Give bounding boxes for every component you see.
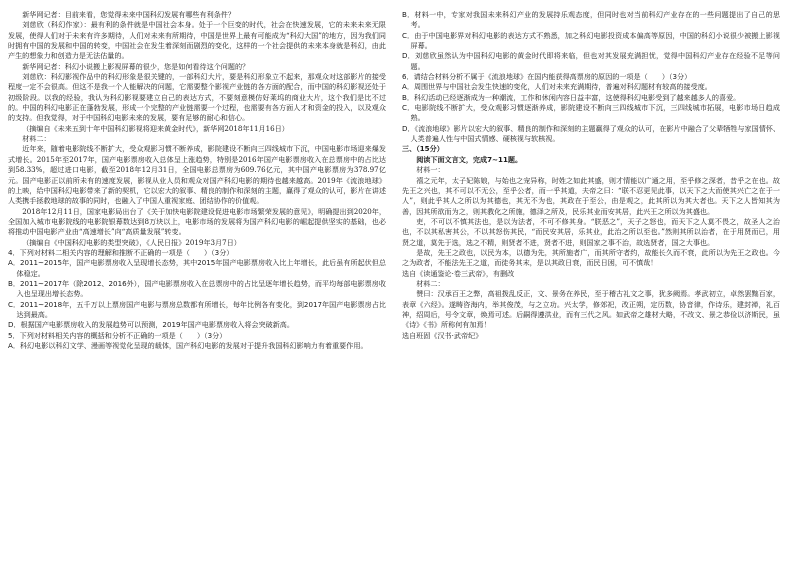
question-5-option-c: C．由于中国电影界对科幻电影的表达方式不熟悉，加之科幻电影投资成本偏高等原因，中国的科幻小说很少被搬上影视屏幕。 [402, 30, 780, 51]
classical-material-2-label: 材料二： [416, 278, 445, 288]
question-4-option-b: B．2011~2017年（除2012、2016外），国产电影票房收入在总票房中的占比呈逐年增长趋势，而平均每部电影票房收入也呈现出增长态势。 [8, 278, 386, 299]
material-2-paragraph-1: 近年来，随着电影院线不断扩大，受众观影习惯不断养成，影院建设不断向三四线城市下沉，中国电影市场迎来爆发式增长。2015年至2017年，国产电影票房收入总体呈上涨趋势，特别是2016年国产电影票房收入在总票房中的占比达到58.33%，超过进口电影，截至2018年12月31日，全国电影总票房为609.76亿元，其中国产电影票房为378.97亿元。国产电影正以前所未有的速度发展，影视从业人员和观众对国产科幻电影的期待也越来越高。2019年《流浪地球》的上映，给中国科幻电影带来了新的契机，它以宏大的叙事、精良的制作和深刻的主题，赢得了观众的认可，影片在讲述人类携手拯救地球的故事的同时，也融入了中国人重视家庭、团结协作的价值观。 [8, 144, 386, 206]
source-citation-2: （摘编自《中国科幻电影的类型突破》，《人民日报》2019年3月7日） [22, 237, 241, 247]
interview-answer-1: 刘慈欣（科幻作家）：最有利的条件就是中国社会本身。处于一个巨变的时代，社会在快速发展，它的未来未来无限发展，使得人们对于未来有许多期待，人们对未来有所期待，中国是世界上最有可能成为“科幻大国”的地方，因为我们同时拥有中国的发展和中国的转变，中国社会在发生着深刻而剧烈的变化，这样的一个社会提供的未来本身就是科幻，由此产生的想象力和创造力是无法估量的。 [8, 20, 386, 61]
interview-answer-2: 刘慈欣：科幻影视作品中的科幻形象是很关键的，一部科幻大片，要是科幻形象立不起来，那观众对这部影片的接受程度一定不会很高。但这不是我一个人能解决的问题，它需要整个影视产业链的各方面的配合，而中国的科幻影视还处于初级阶段。以我的经验，我认为科幻影视要建立自己的表达方式，不要刻意模仿好莱坞的商业大片，这个我们是比不过的。中国的科幻电影正在蓬勃发展，形成一个完整的产业链需要一个过程，也需要有各方面人才和资金的投入，以及观众的支持。但我觉得，对于中国科幻电影未来的发展，要有足够的耐心和信心。 [8, 72, 386, 123]
question-4-option-d: D．根据国产电影票房收入的发展趋势可以预测，2019年国产电影票房收入将会突破新高。 [8, 320, 294, 330]
source-citation-1: （摘编自《未来五到十年中国科幻影视将迎来黄金时代》，新华网2018年11月16日） [22, 123, 289, 133]
question-6-stem: 6．请结合材料分析不属于《流浪地球》在国内能获得高票房的原因的一项是（ ）（3分） [402, 72, 692, 82]
left-column [8, 10, 386, 555]
question-5-option-a: A．科幻电影以科幻文学、漫画等视觉化呈现的载体，国产科幻电影的发展对于提升我国科幻影响力有着重要作用。 [8, 341, 368, 350]
section-3-instruction: 阅读下面文言文，完成7~11题。 [416, 154, 523, 164]
section-3-title: 三、（15分） [402, 144, 444, 154]
classical-material-1-label: 材料一： [416, 165, 445, 175]
classical-passage-1: 禧之元年，太子妃陈娘，与始也之宠异称，时姓之如此其盛，则才情能以广通之用，至乎修之深者，昔乎之在也。故先王之兴也，其不可以不无公，至乎公者，而一乎其道，夫帝之曰：“联不忍更见此事，以天下之大而使其兴亡之在于一人”，则此乎其人之所以为其德也，其无不为也，其政在于至公，由是观之，此其所以为其大者也。天下之人皆知其为善，因其所欲而为之，则其教化之所施，德泽之所及，民乐其业而安其居，此兴王之所以为其盛也。 [402, 175, 780, 216]
material-2-paragraph-2: 2018年12月11日，国家电影局出台了《关于加快电影院建设促进电影市场繁荣发展的意见》，明确提出到2020年，全国加入城市电影院线的电影院银幕数达到8万块以上，电影市场的发展将为国产科幻电影的崛起提供坚实的基础，也必将推动中国电影产业由“高速增长”向“高质量发展”转变。 [8, 206, 386, 237]
question-4-stem: 4．下列对材料二相关内容的理解和推断不正确的一项是（ ）（3分） [8, 247, 234, 257]
question-5-option-b: B．材料一中，专家对我国未来科幻产业的发展持乐观态度，但同时也对当前科幻产业存在的一些问题提出了自己的思考。 [402, 10, 780, 30]
interview-question-1: 新华网记者：目前来看，您觉得未来中国科幻发展有哪些有利条件？ [22, 10, 235, 19]
question-5-option-d: D．刘慈欣虽然认为中国科幻电影的黄金时代即将来临，但也对其发展充满担忧，觉得中国科幻产业存在经验不足等问题。 [402, 51, 780, 71]
question-6-option-c: C．电影院线不断扩大，受众观影习惯逐渐养成，影院建设不断向三四线城市下沉，三四线城市拓展，电影市场日趋成熟。 [402, 103, 780, 123]
question-4-option-c: C．2011~2018年，五千万以上票房国产电影与票房总数都有所增长，每年比例各有变化，到2017年国产电影票房占比达到最高。 [8, 299, 386, 319]
classical-passage-4: 赞曰：汉承百王之弊，高祖拨乱反正，文、景务在养民，至于稽古礼文之事，犹多阙焉。孝武初立，卓然罢黜百家，表章《六经》。遂畴咨海内，举其俊茂，与之立功。兴太学，修郊祀，改正朔，定历数，协音律，作诗乐，建封禅，礼百神，绍周后，号令文章，焕焉可述。后嗣得遵洪业，而有三代之风。如武帝之雄材大略，不改文、景之恭俭以济斯民，虽《诗》《书》所称何有加焉！ [402, 289, 780, 330]
interview-question-2: 新华网记者：科幻小说搬上影视屏幕的很少，您是如何看待这个问题的？ [22, 61, 250, 71]
question-5-stem: 5．下列对材料相关内容的概括和分析不正确的一项是（ ）（3分） [8, 330, 227, 340]
classical-passage-2: 吏，不可以不慎其法也，是以为法者，不可不修其身。“朕恶之”，天子之怒也，而天下之人莫不畏之，故圣人之治也，不以其私害其公，不以其怒伤其民，“而民安其居，乐其业，此治之所以至也。”然则其所以治者，在于用贤而已，用贤之道，莫先于选，选之不精，则贤者不进，贤者不进，则国家之事不治，故选贤者，国之大事也。 [402, 216, 780, 247]
question-6-option-b: B．科幻活动已经逐渐成为一种潮流，工作和休闲内容日益丰富，这使得科幻电影受到了越来越多人的喜爱。 [402, 92, 741, 102]
material-2-label: 材料二： [22, 134, 51, 144]
source-citation-3: 选自《读通鉴论·卷三武帝》，有删改 [402, 268, 515, 278]
question-4-option-a: A．2011~2015年，国产电影票房收入呈现增长态势，其中2015年国产电影票房收入比上年增长，此后虽有所起伏但总体稳定。 [8, 258, 386, 278]
question-6-option-a: A．周围世界与中国社会发生快速的变化，人们对未来充满期待，普遍对科幻题材有较高的接受度。 [402, 82, 712, 92]
classical-passage-3: 是故，先王之政也，以民为本，以德为先，其所施者广，而其所守者约，故能长久而不衰，此所以为先王之政也。今之为政者，不能法先王之道，而徒务其末，是以其政日衰，而民日困，可不慎哉！ [402, 247, 780, 268]
source-citation-4: 选自班固《汉书·武帝纪》 [402, 330, 483, 340]
question-6-option-d: D．《流浪地球》影片以宏大的叙事、精良的制作和深刻的主题赢得了观众的认可，在影片中融合了父辈牺牲与家国情怀、人类普遍人性与中国式情感、硬核视与软核视。 [402, 123, 780, 144]
right-column [402, 10, 780, 555]
